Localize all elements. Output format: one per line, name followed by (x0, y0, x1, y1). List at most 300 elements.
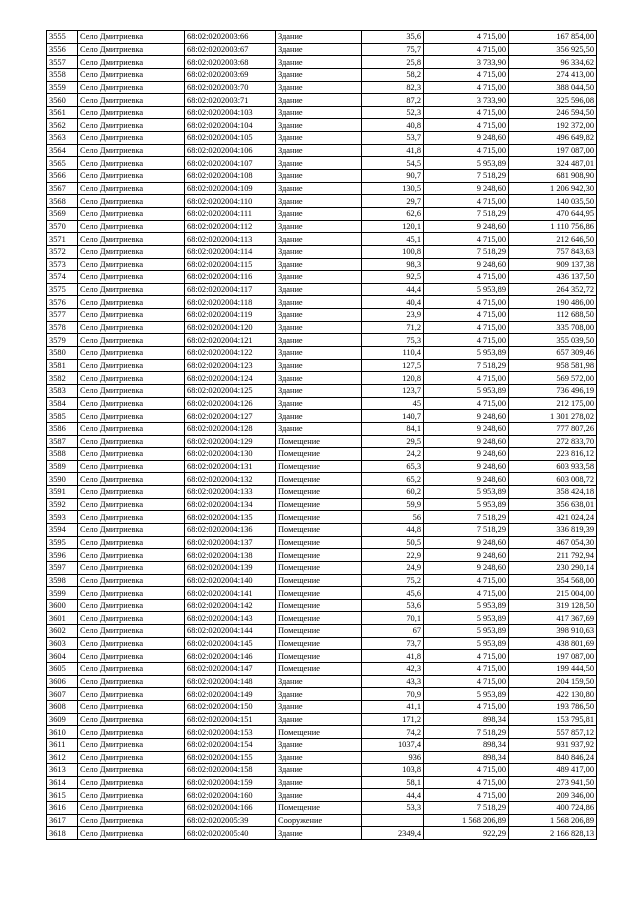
object-type-cell: Помещение (276, 587, 362, 600)
cadastral-number-cell: 68:02:0202004:139 (185, 561, 276, 574)
settlement-name-cell: Село Дмитриевка (78, 170, 185, 183)
table-row (47, 549, 597, 562)
cadastral-value-cell: 2 166 828,13 (509, 827, 597, 840)
specific-value-cell: 898,34 (424, 713, 509, 726)
table-row (47, 182, 597, 195)
row-number-cell: 3602 (47, 625, 78, 638)
area-value-cell: 92,5 (362, 271, 424, 284)
object-type-cell: Здание (276, 132, 362, 145)
table-row (47, 827, 597, 840)
cadastral-value-cell: 336 819,39 (509, 523, 597, 536)
specific-value-cell: 898,34 (424, 738, 509, 751)
cadastral-value-cell: 211 792,94 (509, 549, 597, 562)
settlement-name-cell: Село Дмитриевка (78, 372, 185, 385)
area-value-cell: 53,7 (362, 132, 424, 145)
specific-value-cell: 5 953,89 (424, 688, 509, 701)
cadastral-value-cell: 197 087,00 (509, 144, 597, 157)
table-row (47, 448, 597, 461)
cadastral-number-cell: 68:02:0202004:144 (185, 625, 276, 638)
cadastral-number-cell: 68:02:0202004:132 (185, 473, 276, 486)
object-type-cell: Здание (276, 309, 362, 322)
settlement-name-cell: Село Дмитриевка (78, 207, 185, 220)
area-value-cell: 53,6 (362, 599, 424, 612)
row-number-cell: 3555 (47, 31, 78, 44)
table-row (47, 435, 597, 448)
cadastral-number-cell: 68:02:0202004:141 (185, 587, 276, 600)
table-row (47, 258, 597, 271)
settlement-name-cell: Село Дмитриевка (78, 814, 185, 827)
cadastral-value-cell: 112 688,50 (509, 309, 597, 322)
object-type-cell: Помещение (276, 802, 362, 815)
specific-value-cell: 4 715,00 (424, 587, 509, 600)
cadastral-number-cell: 68:02:0202004:154 (185, 738, 276, 751)
specific-value-cell: 4 715,00 (424, 106, 509, 119)
table-row (47, 321, 597, 334)
row-number-cell: 3566 (47, 170, 78, 183)
object-type-cell: Сооружение (276, 814, 362, 827)
table-row (47, 650, 597, 663)
cadastral-number-cell: 68:02:0202005:39 (185, 814, 276, 827)
cadastral-value-cell: 1 568 206,89 (509, 814, 597, 827)
cadastral-number-cell: 68:02:0202003:70 (185, 81, 276, 94)
area-value-cell: 62,6 (362, 207, 424, 220)
settlement-name-cell: Село Дмитриевка (78, 587, 185, 600)
cadastral-value-cell: 681 908,90 (509, 170, 597, 183)
cadastral-value-cell: 438 801,69 (509, 637, 597, 650)
area-value-cell: 936 (362, 751, 424, 764)
specific-value-cell: 4 715,00 (424, 195, 509, 208)
area-value-cell: 60,2 (362, 486, 424, 499)
row-number-cell: 3561 (47, 106, 78, 119)
settlement-name-cell: Село Дмитриевка (78, 347, 185, 360)
object-type-cell: Здание (276, 43, 362, 56)
specific-value-cell: 4 715,00 (424, 31, 509, 44)
area-value-cell: 45,6 (362, 587, 424, 600)
area-value-cell: 65,3 (362, 460, 424, 473)
settlement-name-cell: Село Дмитриевка (78, 675, 185, 688)
cadastral-number-cell: 68:02:0202004:151 (185, 713, 276, 726)
object-type-cell: Здание (276, 359, 362, 372)
object-type-cell: Помещение (276, 663, 362, 676)
specific-value-cell: 4 715,00 (424, 675, 509, 688)
table-row (47, 814, 597, 827)
specific-value-cell: 7 518,29 (424, 511, 509, 524)
table-row (47, 726, 597, 739)
row-number-cell: 3604 (47, 650, 78, 663)
row-number-cell: 3578 (47, 321, 78, 334)
cadastral-number-cell: 68:02:0202004:137 (185, 536, 276, 549)
cadastral-number-cell: 68:02:0202004:149 (185, 688, 276, 701)
specific-value-cell: 4 715,00 (424, 233, 509, 246)
object-type-cell: Здание (276, 283, 362, 296)
cadastral-number-cell: 68:02:0202004:138 (185, 549, 276, 562)
area-value-cell: 75,7 (362, 43, 424, 56)
table-row (47, 574, 597, 587)
row-number-cell: 3606 (47, 675, 78, 688)
cadastral-number-cell: 68:02:0202004:125 (185, 384, 276, 397)
table-row (47, 422, 597, 435)
specific-value-cell: 7 518,29 (424, 359, 509, 372)
cadastral-number-cell: 68:02:0202004:142 (185, 599, 276, 612)
settlement-name-cell: Село Дмитриевка (78, 663, 185, 676)
area-value-cell: 73,7 (362, 637, 424, 650)
specific-value-cell: 4 715,00 (424, 68, 509, 81)
row-number-cell: 3618 (47, 827, 78, 840)
specific-value-cell: 4 715,00 (424, 663, 509, 676)
specific-value-cell: 9 248,60 (424, 448, 509, 461)
object-type-cell: Здание (276, 827, 362, 840)
area-value-cell: 2349,4 (362, 827, 424, 840)
table-row (47, 334, 597, 347)
area-value-cell: 70,1 (362, 612, 424, 625)
row-number-cell: 3605 (47, 663, 78, 676)
row-number-cell: 3575 (47, 283, 78, 296)
cadastral-value-cell: 569 572,00 (509, 372, 597, 385)
object-type-cell: Здание (276, 106, 362, 119)
row-number-cell: 3567 (47, 182, 78, 195)
row-number-cell: 3613 (47, 764, 78, 777)
settlement-name-cell: Село Дмитриевка (78, 637, 185, 650)
specific-value-cell: 9 248,60 (424, 536, 509, 549)
settlement-name-cell: Село Дмитриевка (78, 384, 185, 397)
specific-value-cell: 9 248,60 (424, 549, 509, 562)
cadastral-value-cell: 153 795,81 (509, 713, 597, 726)
object-type-cell: Здание (276, 182, 362, 195)
specific-value-cell: 7 518,29 (424, 245, 509, 258)
cadastral-value-cell: 489 417,00 (509, 764, 597, 777)
specific-value-cell: 5 953,89 (424, 612, 509, 625)
table-row (47, 106, 597, 119)
specific-value-cell: 9 248,60 (424, 460, 509, 473)
table-row (47, 498, 597, 511)
cadastral-number-cell: 68:02:0202004:120 (185, 321, 276, 334)
area-value-cell: 45 (362, 397, 424, 410)
table-row (47, 359, 597, 372)
table-row (47, 460, 597, 473)
cadastral-value-cell: 335 708,00 (509, 321, 597, 334)
table-row (47, 473, 597, 486)
row-number-cell: 3599 (47, 587, 78, 600)
settlement-name-cell: Село Дмитриевка (78, 81, 185, 94)
table-row (47, 523, 597, 536)
area-value-cell: 56 (362, 511, 424, 524)
settlement-name-cell: Село Дмитриевка (78, 397, 185, 410)
object-type-cell: Здание (276, 220, 362, 233)
table-row (47, 296, 597, 309)
row-number-cell: 3608 (47, 700, 78, 713)
cadastral-value-cell: 467 054,30 (509, 536, 597, 549)
row-number-cell: 3609 (47, 713, 78, 726)
area-value-cell: 120,1 (362, 220, 424, 233)
area-value-cell: 75,2 (362, 574, 424, 587)
area-value-cell: 58,1 (362, 776, 424, 789)
specific-value-cell: 5 953,89 (424, 157, 509, 170)
cadastral-number-cell: 68:02:0202004:112 (185, 220, 276, 233)
settlement-name-cell: Село Дмитриевка (78, 726, 185, 739)
object-type-cell: Здание (276, 700, 362, 713)
object-type-cell: Помещение (276, 460, 362, 473)
table-row (47, 81, 597, 94)
settlement-name-cell: Село Дмитриевка (78, 751, 185, 764)
settlement-name-cell: Село Дмитриевка (78, 523, 185, 536)
object-type-cell: Помещение (276, 448, 362, 461)
row-number-cell: 3587 (47, 435, 78, 448)
cadastral-value-cell: 1 110 756,86 (509, 220, 597, 233)
object-type-cell: Помещение (276, 726, 362, 739)
cadastral-number-cell: 68:02:0202003:66 (185, 31, 276, 44)
cadastral-number-cell: 68:02:0202004:104 (185, 119, 276, 132)
row-number-cell: 3563 (47, 132, 78, 145)
table-row (47, 625, 597, 638)
row-number-cell: 3585 (47, 410, 78, 423)
table-row (47, 157, 597, 170)
row-number-cell: 3572 (47, 245, 78, 258)
specific-value-cell: 3 733,90 (424, 94, 509, 107)
cadastral-number-cell: 68:02:0202004:114 (185, 245, 276, 258)
cadastral-number-cell: 68:02:0202004:113 (185, 233, 276, 246)
cadastral-value-cell: 325 596,08 (509, 94, 597, 107)
cadastral-number-cell: 68:02:0202004:109 (185, 182, 276, 195)
cadastral-value-cell: 358 424,18 (509, 486, 597, 499)
specific-value-cell: 7 518,29 (424, 207, 509, 220)
object-type-cell: Здание (276, 68, 362, 81)
row-number-cell: 3590 (47, 473, 78, 486)
table-row (47, 612, 597, 625)
cadastral-number-cell: 68:02:0202004:106 (185, 144, 276, 157)
area-value-cell: 74,2 (362, 726, 424, 739)
cadastral-number-cell: 68:02:0202004:121 (185, 334, 276, 347)
settlement-name-cell: Село Дмитриевка (78, 334, 185, 347)
cadastral-value-cell: 354 568,00 (509, 574, 597, 587)
settlement-name-cell: Село Дмитриевка (78, 625, 185, 638)
specific-value-cell: 4 715,00 (424, 144, 509, 157)
row-number-cell: 3562 (47, 119, 78, 132)
settlement-name-cell: Село Дмитриевка (78, 789, 185, 802)
row-number-cell: 3594 (47, 523, 78, 536)
cadastral-value-cell: 190 486,00 (509, 296, 597, 309)
cadastral-number-cell: 68:02:0202003:67 (185, 43, 276, 56)
cadastral-value-cell: 167 854,00 (509, 31, 597, 44)
object-type-cell: Здание (276, 334, 362, 347)
area-value-cell: 41,1 (362, 700, 424, 713)
row-number-cell: 3576 (47, 296, 78, 309)
row-number-cell: 3568 (47, 195, 78, 208)
cadastral-value-cell: 417 367,69 (509, 612, 597, 625)
cadastral-number-cell: 68:02:0202004:108 (185, 170, 276, 183)
cadastral-number-cell: 68:02:0202004:107 (185, 157, 276, 170)
specific-value-cell: 9 248,60 (424, 410, 509, 423)
settlement-name-cell: Село Дмитриевка (78, 195, 185, 208)
cadastral-value-cell: 388 044,50 (509, 81, 597, 94)
object-type-cell: Здание (276, 372, 362, 385)
area-value-cell: 41,8 (362, 144, 424, 157)
table-row (47, 43, 597, 56)
cadastral-value-cell: 204 159,50 (509, 675, 597, 688)
table-row (47, 486, 597, 499)
settlement-name-cell: Село Дмитриевка (78, 271, 185, 284)
area-value-cell: 25,8 (362, 56, 424, 69)
area-value-cell: 71,2 (362, 321, 424, 334)
cadastral-value-cell: 422 130,80 (509, 688, 597, 701)
table-row (47, 688, 597, 701)
specific-value-cell: 5 953,89 (424, 283, 509, 296)
settlement-name-cell: Село Дмитриевка (78, 738, 185, 751)
table-row (47, 56, 597, 69)
row-number-cell: 3593 (47, 511, 78, 524)
cadastral-value-cell: 223 816,12 (509, 448, 597, 461)
table-row (47, 751, 597, 764)
settlement-name-cell: Село Дмитриевка (78, 460, 185, 473)
cadastral-number-cell: 68:02:0202004:124 (185, 372, 276, 385)
row-number-cell: 3588 (47, 448, 78, 461)
specific-value-cell: 4 715,00 (424, 271, 509, 284)
specific-value-cell: 4 715,00 (424, 119, 509, 132)
cadastral-number-cell: 68:02:0202004:146 (185, 650, 276, 663)
area-value-cell: 44,4 (362, 283, 424, 296)
object-type-cell: Здание (276, 258, 362, 271)
area-value-cell: 110,4 (362, 347, 424, 360)
row-number-cell: 3600 (47, 599, 78, 612)
object-type-cell: Здание (276, 207, 362, 220)
specific-value-cell: 3 733,90 (424, 56, 509, 69)
specific-value-cell: 898,34 (424, 751, 509, 764)
cadastral-value-cell: 736 496,19 (509, 384, 597, 397)
cadastral-number-cell: 68:02:0202004:129 (185, 435, 276, 448)
area-value-cell: 29,5 (362, 435, 424, 448)
table-row (47, 384, 597, 397)
specific-value-cell: 7 518,29 (424, 523, 509, 536)
row-number-cell: 3581 (47, 359, 78, 372)
area-value-cell: 23,9 (362, 309, 424, 322)
cadastral-value-cell: 140 035,50 (509, 195, 597, 208)
cadastral-number-cell: 68:02:0202004:110 (185, 195, 276, 208)
cadastral-value-cell: 421 024,24 (509, 511, 597, 524)
cadastral-number-cell: 68:02:0202004:160 (185, 789, 276, 802)
cadastral-number-cell: 68:02:0202003:69 (185, 68, 276, 81)
cadastral-value-cell: 1 206 942,30 (509, 182, 597, 195)
object-type-cell: Помещение (276, 435, 362, 448)
settlement-name-cell: Село Дмитриевка (78, 68, 185, 81)
settlement-name-cell: Село Дмитриевка (78, 220, 185, 233)
area-value-cell: 50,5 (362, 536, 424, 549)
area-value-cell: 44,8 (362, 523, 424, 536)
settlement-name-cell: Село Дмитриевка (78, 258, 185, 271)
cadastral-value-cell: 356 925,50 (509, 43, 597, 56)
object-type-cell: Помещение (276, 473, 362, 486)
table-row (47, 599, 597, 612)
table-row (47, 789, 597, 802)
object-type-cell: Здание (276, 157, 362, 170)
specific-value-cell: 922,29 (424, 827, 509, 840)
settlement-name-cell: Село Дмитриевка (78, 498, 185, 511)
settlement-name-cell: Село Дмитриевка (78, 43, 185, 56)
area-value-cell: 45,1 (362, 233, 424, 246)
cadastral-value-cell: 96 334,62 (509, 56, 597, 69)
area-value-cell: 171,2 (362, 713, 424, 726)
cadastral-number-cell: 68:02:0202004:111 (185, 207, 276, 220)
cadastral-value-cell: 264 352,72 (509, 283, 597, 296)
cadastral-value-cell: 273 941,50 (509, 776, 597, 789)
object-type-cell: Помещение (276, 574, 362, 587)
cadastral-value-cell: 777 807,26 (509, 422, 597, 435)
specific-value-cell: 1 568 206,89 (424, 814, 509, 827)
table-row (47, 738, 597, 751)
object-type-cell: Помещение (276, 625, 362, 638)
object-type-cell: Здание (276, 776, 362, 789)
object-type-cell: Помещение (276, 523, 362, 536)
object-type-cell: Помещение (276, 549, 362, 562)
cadastral-value-cell: 603 933,58 (509, 460, 597, 473)
settlement-name-cell: Село Дмитриевка (78, 802, 185, 815)
area-value-cell: 24,9 (362, 561, 424, 574)
settlement-name-cell: Село Дмитриевка (78, 486, 185, 499)
specific-value-cell: 5 953,89 (424, 498, 509, 511)
area-value-cell: 52,3 (362, 106, 424, 119)
object-type-cell: Здание (276, 738, 362, 751)
specific-value-cell: 4 715,00 (424, 764, 509, 777)
cadastral-number-cell: 68:02:0202004:126 (185, 397, 276, 410)
specific-value-cell: 9 248,60 (424, 258, 509, 271)
area-value-cell: 70,9 (362, 688, 424, 701)
area-value-cell: 40,8 (362, 119, 424, 132)
object-type-cell: Помещение (276, 561, 362, 574)
object-type-cell: Здание (276, 271, 362, 284)
row-number-cell: 3598 (47, 574, 78, 587)
cadastral-number-cell: 68:02:0202004:115 (185, 258, 276, 271)
object-type-cell: Здание (276, 245, 362, 258)
cadastral-value-cell: 193 786,50 (509, 700, 597, 713)
specific-value-cell: 9 248,60 (424, 473, 509, 486)
table-row (47, 561, 597, 574)
table-row (47, 207, 597, 220)
specific-value-cell: 5 953,89 (424, 486, 509, 499)
area-value-cell: 87,2 (362, 94, 424, 107)
specific-value-cell: 4 715,00 (424, 397, 509, 410)
cadastral-value-cell: 398 910,63 (509, 625, 597, 638)
table-row (47, 68, 597, 81)
specific-value-cell: 9 248,60 (424, 132, 509, 145)
specific-value-cell: 4 715,00 (424, 776, 509, 789)
table-row (47, 31, 597, 44)
row-number-cell: 3601 (47, 612, 78, 625)
object-type-cell: Здание (276, 764, 362, 777)
cadastral-number-cell: 68:02:0202004:119 (185, 309, 276, 322)
area-value-cell: 43,3 (362, 675, 424, 688)
object-type-cell: Помещение (276, 599, 362, 612)
settlement-name-cell: Село Дмитриевка (78, 700, 185, 713)
table-row (47, 802, 597, 815)
row-number-cell: 3584 (47, 397, 78, 410)
settlement-name-cell: Село Дмитриевка (78, 296, 185, 309)
cadastral-value-cell: 603 008,72 (509, 473, 597, 486)
specific-value-cell: 4 715,00 (424, 700, 509, 713)
settlement-name-cell: Село Дмитриевка (78, 776, 185, 789)
cadastral-value-cell: 355 039,50 (509, 334, 597, 347)
settlement-name-cell: Село Дмитриевка (78, 561, 185, 574)
cadastral-value-cell: 197 087,00 (509, 650, 597, 663)
object-type-cell: Помещение (276, 486, 362, 499)
object-type-cell: Здание (276, 144, 362, 157)
table-row (47, 94, 597, 107)
object-type-cell: Здание (276, 119, 362, 132)
row-number-cell: 3560 (47, 94, 78, 107)
row-number-cell: 3571 (47, 233, 78, 246)
table-row (47, 271, 597, 284)
cadastral-value-cell: 272 833,70 (509, 435, 597, 448)
row-number-cell: 3615 (47, 789, 78, 802)
cadastral-number-cell: 68:02:0202004:133 (185, 486, 276, 499)
table-row (47, 347, 597, 360)
